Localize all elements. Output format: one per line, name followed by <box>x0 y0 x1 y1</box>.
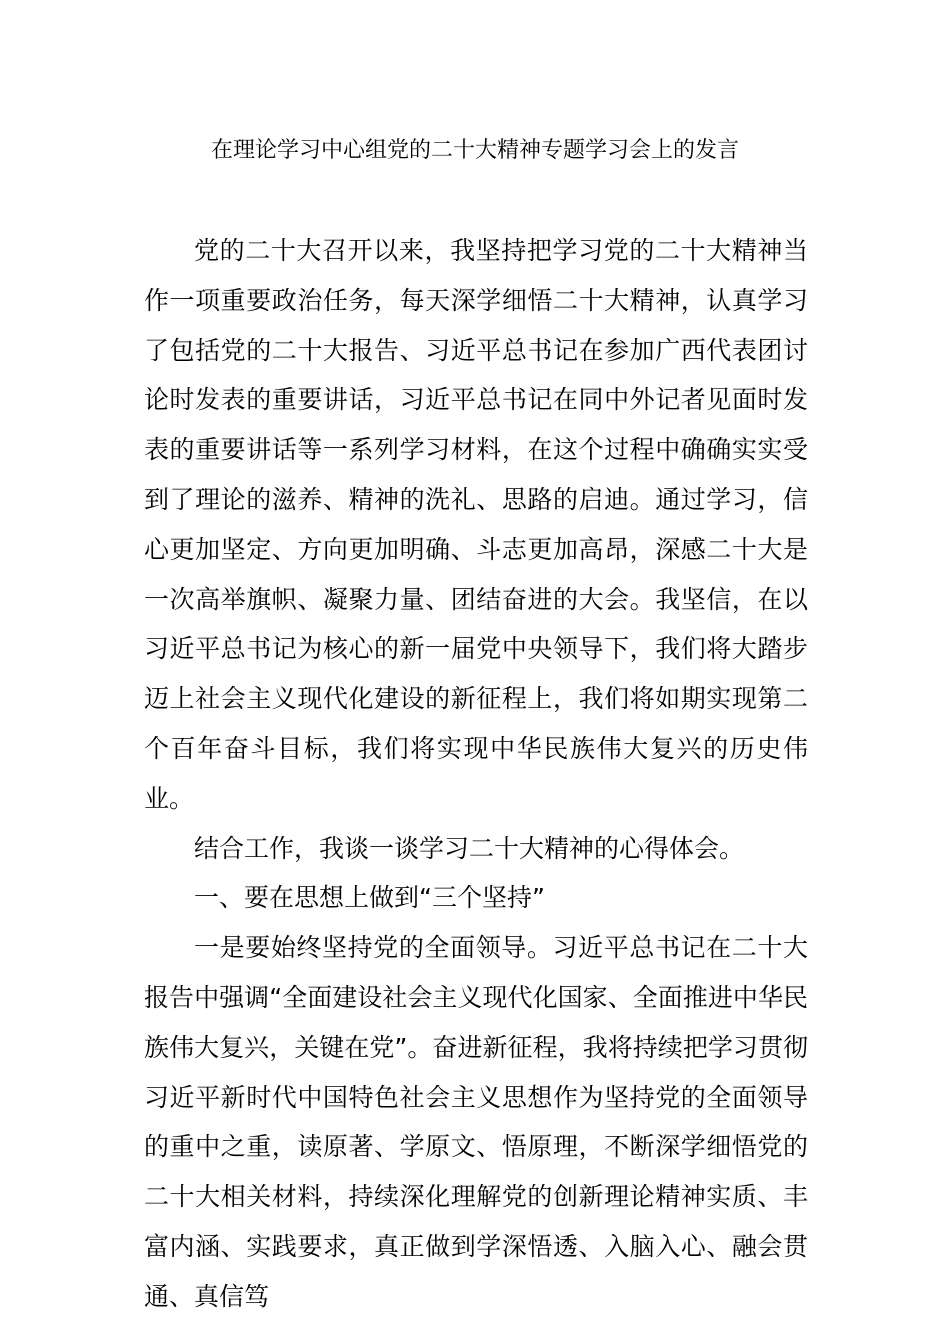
paragraph-transition: 结合工作，我谈一谈学习二十大精神的心得体会。 <box>194 833 745 863</box>
paragraph-intro: 党的二十大召开以来，我坚持把学习党的二十大精神当作一项重要政治任务，每天深学细悟二十大精神，认真学习了包括党的二十大报告、习近平总书记在参加广西代表团讨论时发表的重要讲话，习近平总书记在同中外记者见面时发表的重要讲话等一系列学习材料，在这个过程中确确实实受到了理论的滋养、精神的洗礼、思路的启迪。通过学习，信心更加坚定、方向更加明确、斗志更加高昂，深感二十大是一次高举旗帜、凝聚力量、团结奋进的大会。我坚信，在以习近平总书记为核心的新一届党中央领导下，我们将大踏步迈上社会主义现代化建设的新征程上，我们将如期实现第二个百年奋斗目标，我们将实现中华民族伟大复兴的历史伟业。 <box>144 236 808 813</box>
paragraph-point-1: 一是要始终坚持党的全面领导。习近平总书记在二十大报告中强调“全面建设社会主义现代化国家、全面推进中华民族伟大复兴，关键在党”。奋进新征程，我将持续把学习贯彻习近平新时代中国特色社会主义思想作为坚持党的全面领导的重中之重，读原著、学原文、悟原理，不断深学细悟党的二十大相关材料，持续深化理解党的创新理论精神实质、丰富内涵、实践要求，真正做到学深悟透、入脑入心、融会贯通、真信笃 <box>144 933 808 1311</box>
section-heading-1: 一、要在思想上做到“三个坚持” <box>194 883 545 913</box>
document-body <box>144 226 808 1322</box>
document-title: 在理论学习中心组党的二十大精神专题学习会上的发言 <box>210 138 739 163</box>
